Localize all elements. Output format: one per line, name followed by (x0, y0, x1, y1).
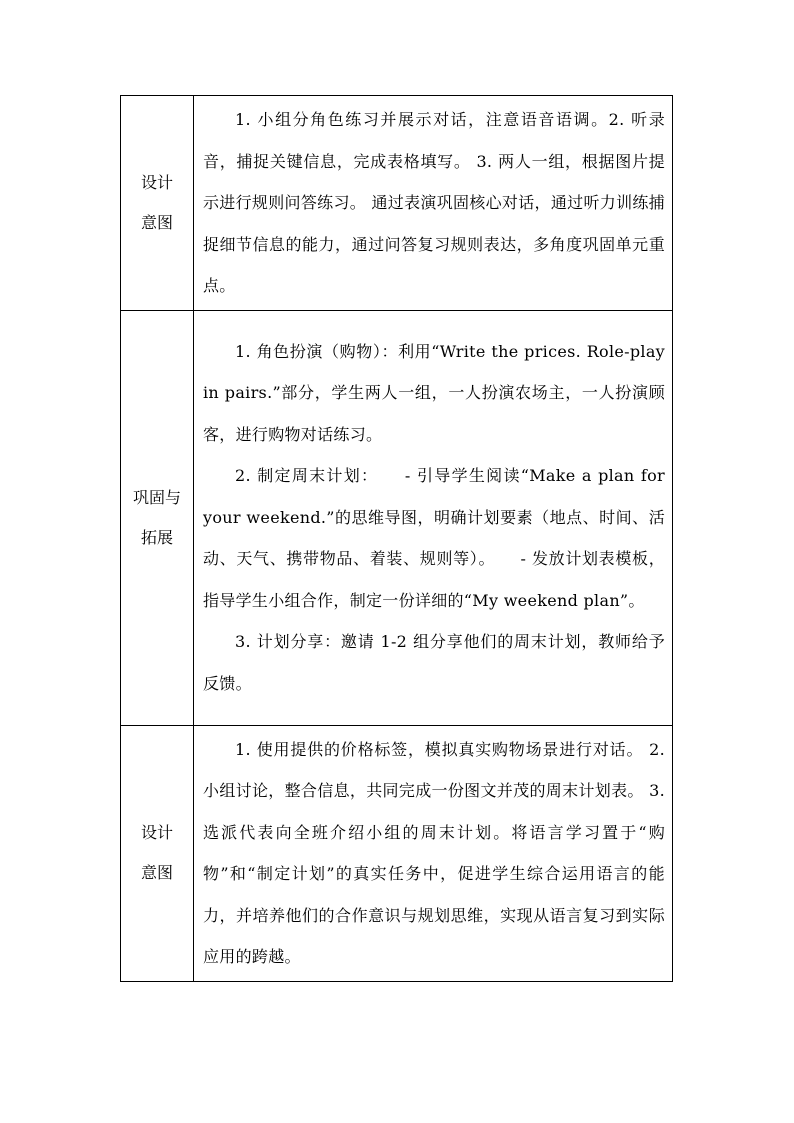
row-label-cell (121, 310, 194, 725)
table-row (121, 96, 673, 311)
content-paragraph: 2. 制定周末计划： - 引导学生阅读“Make a plan for your weekend.”的思维导图，明确计划要素（地点、时间、活动、天气、携带物品、着装、规则等）。 - 发放计划表模板，指导学生小组合作，制定一份详细的“My weekend plan”。 (203, 466, 665, 610)
row-label-line: 设计 (140, 823, 173, 842)
content-paragraph: 1. 角色扮演（购物）：利用“Write the prices. Role-play in pairs.”部分，学生两人一组，一人扮演农场主，一人扮演顾客，进行购物对话练习。 (203, 341, 665, 444)
row-label-line: 意图 (140, 863, 173, 882)
row-label-line: 意图 (140, 212, 173, 232)
row-content-cell (194, 96, 673, 311)
row-content-cell (194, 725, 673, 981)
table-row (121, 725, 673, 981)
content-paragraph: 1. 使用提供的价格标签，模拟真实购物场景进行对话。 2. 小组讨论，整合信息，共同完成一份图文并茂的周末计划表。 3. 选派代表向全班介绍小组的周末计划。将语言学习置于“购物”和“制定计划”的真实任务中，促进学生综合运用语言的能力，并培养他们的合作意识与规划思维，实现从语言复习到实际应用的跨越。 (203, 739, 665, 966)
row-label-cell (121, 725, 194, 981)
row-label-line: 设计 (140, 172, 173, 192)
row-label-line: 拓展 (140, 527, 173, 547)
row-content-cell (194, 310, 673, 725)
row-label-line: 巩固与 (132, 487, 181, 507)
row-label-cell (121, 96, 194, 311)
content-paragraph: 1. 小组分角色练习并展示对话，注意语音语调。2. 听录音，捕捉关键信息，完成表格填写。 3. 两人一组，根据图片提示进行规则问答练习。 通过表演巩固核心对话，通过听力训练捕捉细节信息的能力，通过问答复习规则表达，多角度巩固单元重点。 (203, 110, 665, 295)
content-paragraph: 3. 计划分享：邀请 1-2 组分享他们的周末计划，教师给予反馈。 (203, 632, 665, 693)
lesson-plan-table (120, 95, 673, 982)
table-row (121, 310, 673, 725)
